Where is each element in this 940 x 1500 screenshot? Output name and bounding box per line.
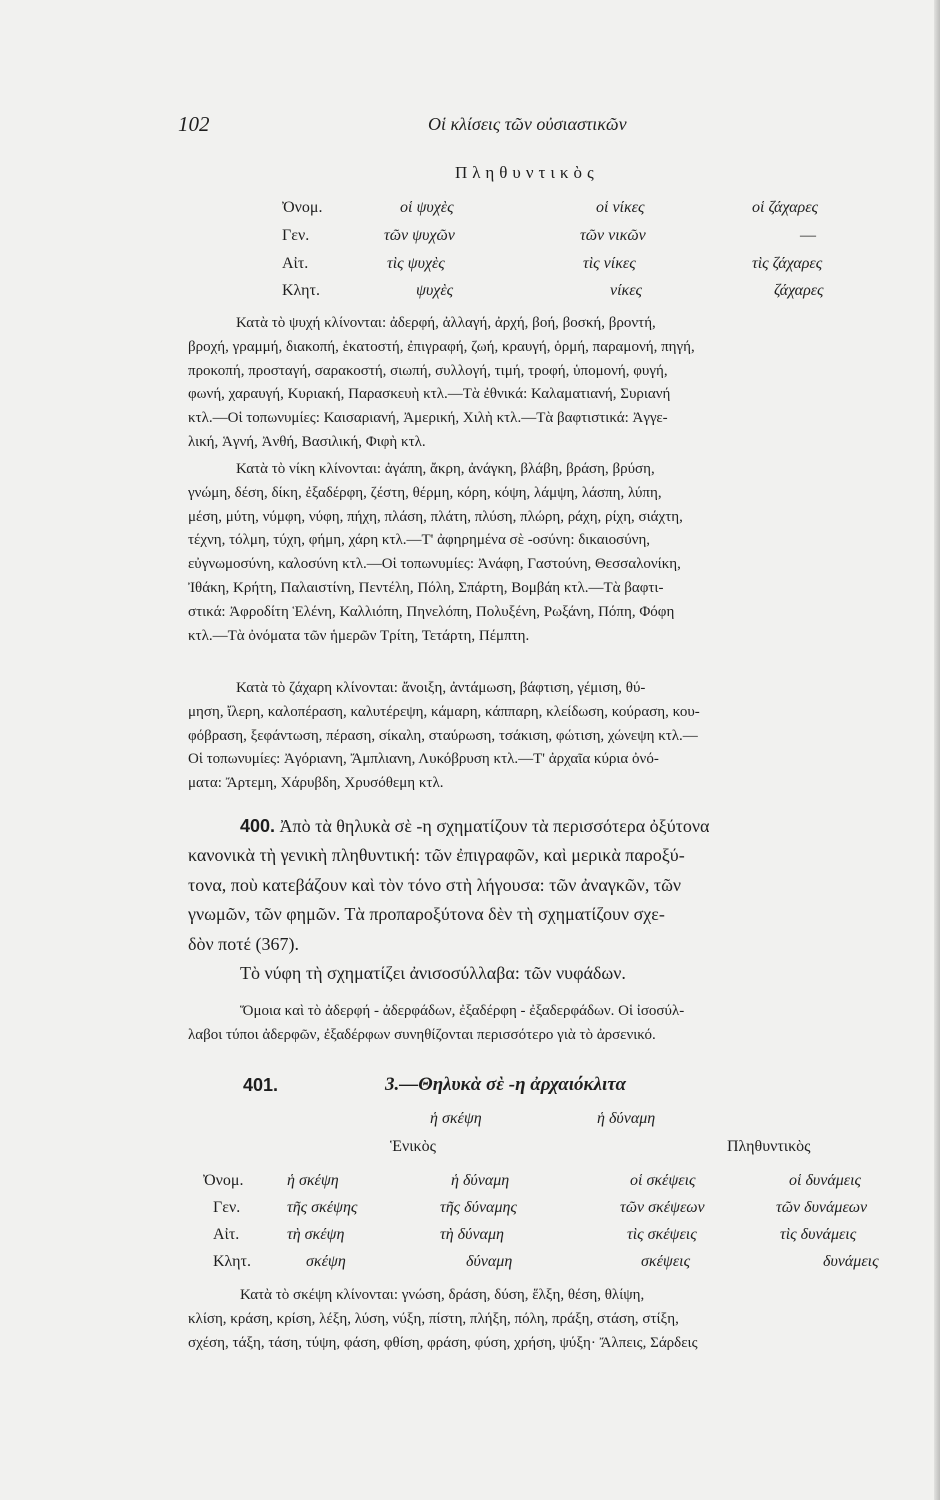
text-line: λαβοι τύποι ἀδερφῶν, ἐξαδέρφων συνηθίζονται περισσότερο γιὰ τὸ ἀρσενικό. — [188, 1026, 656, 1043]
form-plural-skepsi: οἱ σκέψεις — [630, 1172, 696, 1189]
running-title: Οἱ κλίσεις τῶν οὐσιαστικῶν — [428, 114, 627, 134]
case-label: Κλητ. — [282, 282, 320, 299]
paragraph-omoia — [188, 1000, 928, 1047]
text-line: Κατὰ τὸ σκέψη κλίνονται: γνώση, δράση, δύση, ἕλξη, θέση, θλίψη, — [240, 1287, 645, 1303]
form-psyche: τῶν ψυχῶν — [384, 227, 455, 244]
form-singular-dynami: τὴ δύναμη — [440, 1226, 504, 1243]
text-line: Κατὰ τὸ ζάχαρη κλίνονται: ἄνοιξη, ἀντάμωση, βάφτιση, γέμιση, θύ- — [236, 680, 646, 696]
text-line: λική, Ἁγνή, Ἀνθή, Βασιλική, Φιφὴ κτλ. — [188, 433, 426, 450]
paragraph-psyche — [188, 312, 928, 455]
form-singular-dynami: τῆς δύναμης — [440, 1199, 517, 1216]
form-psyche: ψυχὲς — [416, 282, 454, 299]
paradigm-word-skepsi: ἡ σκέψη — [430, 1110, 482, 1127]
section-number: 401. — [243, 1075, 279, 1095]
page-number: 102 — [178, 112, 210, 136]
form-singular-dynami: δύναμη — [466, 1253, 513, 1270]
form-zachari: — — [800, 227, 816, 244]
form-singular-skepsi: ἡ σκέψη — [287, 1172, 339, 1189]
text-line: κλίση, κράση, κρίση, λέξη, λύση, νύξη, πίστη, πλήξη, πόλη, πράξη, στάση, στίξη, — [188, 1310, 679, 1327]
text-line: Οἱ τοπωνυμίες: Ἀγόριανη, Ἄμπλιανη, Λυκόβρυση κτλ.—Τ' ἀρχαῖα κύρια ὀνό- — [188, 751, 659, 768]
text-line: φόβραση, ξεφάντωση, πέραση, σίκαλη, σταύρωση, τσάκιση, φώτιση, χώνεψη κτλ.— — [188, 727, 698, 744]
form-plural-dynami: οἱ δυνάμεις — [789, 1172, 861, 1189]
paragraph-skepsi — [188, 1284, 928, 1355]
plural-table-heading: Πληθυντικὸς — [455, 163, 599, 182]
section-400 — [188, 812, 928, 988]
case-label: Ὀνομ. — [203, 1172, 244, 1189]
text-line: ματα: Ἄρτεμη, Χάρυβδη, Χρυσόθεμη κτλ. — [188, 775, 444, 792]
text-line: φωνή, χαραυγή, Κυριακή, Παρασκευὴ κτλ.—Τὰ ἐθνικά: Καλαματιανή, Συριανή — [188, 386, 671, 403]
page-edge-shadow — [934, 0, 940, 1500]
text-line: τονα, ποὺ κατεβάζουν καὶ τὸν τόνο στὴ λήγουσα: τῶν ἀναγκῶν, τῶν — [188, 874, 682, 895]
paradigm-word-dynami: ἡ δύναμη — [597, 1110, 656, 1127]
case-label: Γεν. — [282, 227, 310, 244]
text-line: κανονικὰ τὴ γενικὴ πληθυντική: τῶν ἐπιγραφῶν, καὶ μερικὰ παροξύ- — [188, 845, 685, 866]
case-label: Κλητ. — [213, 1253, 251, 1270]
form-zachari: οἱ ζάχαρες — [752, 199, 818, 216]
page-header — [178, 112, 918, 142]
form-plural-skepsi: τὶς σκέψεις — [627, 1226, 697, 1243]
form-singular-dynami: ἡ δύναμη — [451, 1172, 510, 1189]
text-line: Ἰθάκη, Κρήτη, Παλαιστίνη, Πεντέλη, Πόλη, Σπάρτη, Βομβάη κτλ.—Τὰ βαφτι- — [188, 579, 664, 596]
singular-label: Ἑνικὸς — [390, 1138, 436, 1155]
case-label: Ὀνομ. — [282, 199, 323, 216]
form-plural-dynami: δυνάμεις — [823, 1253, 879, 1270]
plural-label: Πληθυντικὸς — [727, 1138, 811, 1155]
form-psyche: οἱ ψυχὲς — [400, 199, 454, 216]
form-nike: νίκες — [610, 282, 643, 299]
form-psyche: τὶς ψυχὲς — [387, 255, 445, 272]
text-line: προκοπή, προσταγή, σαρακοστή, σιωπή, συλλογή, τιμή, τροφή, ὑπομονή, φυγή, — [188, 362, 668, 379]
section-title: 3.—Θηλυκὰ σὲ -η ἀρχαιόκλιτα — [385, 1074, 626, 1095]
form-plural-skepsi: τῶν σκέψεων — [620, 1199, 705, 1216]
text-line: Κατὰ τὸ ψυχή κλίνονται: ἀδερφή, ἀλλαγή, ἀρχή, βοή, βοσκή, βροντή, — [236, 315, 656, 331]
case-label: Γεν. — [213, 1199, 241, 1216]
case-label: Αἰτ. — [213, 1226, 240, 1243]
section-401-heading — [243, 1075, 278, 1096]
section-number: 400. — [240, 816, 276, 836]
text-line: δὸν ποτέ (367). — [188, 933, 299, 954]
form-singular-skepsi: τῆς σκέψης — [287, 1199, 358, 1216]
text-line: 400. Ἀπὸ τὰ θηλυκὰ σὲ -η σχηματίζουν τὰ περισσότερα ὀξύτονα — [240, 816, 710, 836]
text-line: κτλ.—Τὰ ὀνόματα τῶν ἡμερῶν Τρίτη, Τετάρτη, Πέμπτη. — [188, 627, 530, 644]
paragraph-zachari — [188, 677, 928, 796]
text-line: σχέση, τάξη, τάση, τύψη, φάση, φθίση, φράση, φύση, χρήση, ψύξη· Ἄλπεις, Σάρδεις — [188, 1334, 698, 1351]
text-line: μηση, ἴλερη, καλοπέραση, καλυτέρεψη, κάμαρη, κάππαρη, κλείδωση, κούραση, κου- — [188, 703, 700, 720]
form-zachari: ζάχαρες — [774, 282, 824, 299]
text-line: γνώμη, δέση, δίκη, ἐξαδέρφη, ζέστη, θέρμη, κόρη, κόψη, λάμψη, λάσπη, λύπη, — [188, 484, 662, 501]
form-plural-dynami: τὶς δυνάμεις — [780, 1226, 857, 1243]
form-singular-skepsi: τὴ σκέψη — [287, 1226, 345, 1243]
text-line: στικά: Ἀφροδίτη Ἑλένη, Καλλιόπη, Πηνελόπη, Πολυξένη, Ρωξάνη, Πόπη, Φόφη — [188, 603, 675, 620]
text-line: τέχνη, τόλμη, τύχη, φήμη, χάρη κτλ.—Τ' ἀφηρημένα σὲ -οσύνη: δικαιοσύνη, — [188, 532, 651, 549]
text-line: γνωμῶν, τῶν φημῶν. Τὰ προπαροξύτονα δὲν τὴ σχηματίζουν σχε- — [188, 904, 665, 925]
case-label: Αἰτ. — [282, 255, 309, 272]
text-line: εὐγνωμοσύνη, καλοσύνη κτλ.—Οἱ τοπωνυμίες: Ἀνάφη, Γαστούνη, Θεσσαλονίκη, — [188, 556, 681, 573]
form-nike: τῶν νικῶν — [580, 227, 646, 244]
text-line: μέση, μύτη, νύμφη, νύφη, πήχη, πλάση, πλάτη, πλύση, πλώρη, ράχη, ρίχη, σιάχτη, — [188, 508, 683, 525]
text-line: Τὸ νύφη τὴ σχηματίζει ἀνισοσύλλαβα: τῶν νυφάδων. — [240, 962, 626, 983]
text-line: Κατὰ τὸ νίκη κλίνονται: ἀγάπη, ἄκρη, ἀνάγκη, βλάβη, βράση, βρύση, — [236, 461, 655, 477]
form-zachari: τὶς ζάχαρες — [752, 255, 823, 272]
form-singular-skepsi: σκέψη — [306, 1253, 346, 1270]
paragraph-nike — [188, 458, 928, 648]
text-line: Ὅμοια καὶ τὸ ἀδερφή - ἀδερφάδων, ἐξαδέρφη - ἐξαδερφάδων. Οἱ ἰσοσύλ- — [240, 1003, 685, 1019]
text-line: κτλ.—Οἱ τοπωνυμίες: Καισαριανή, Ἀμερική, Χιλὴ κτλ.—Τὰ βαφτιστικά: Ἀγγε- — [188, 410, 668, 427]
text-line: βροχή, γραμμή, διακοπή, ἑκατοστή, ἐπιγραφή, ζωή, κραυγή, ὁρμή, παραμονή, πηγή, — [188, 338, 695, 355]
form-nike: οἱ νίκες — [596, 199, 645, 216]
form-plural-skepsi: σκέψεις — [641, 1253, 691, 1270]
form-nike: τὶς νίκες — [583, 255, 636, 272]
form-plural-dynami: τῶν δυνάμεων — [776, 1199, 868, 1216]
